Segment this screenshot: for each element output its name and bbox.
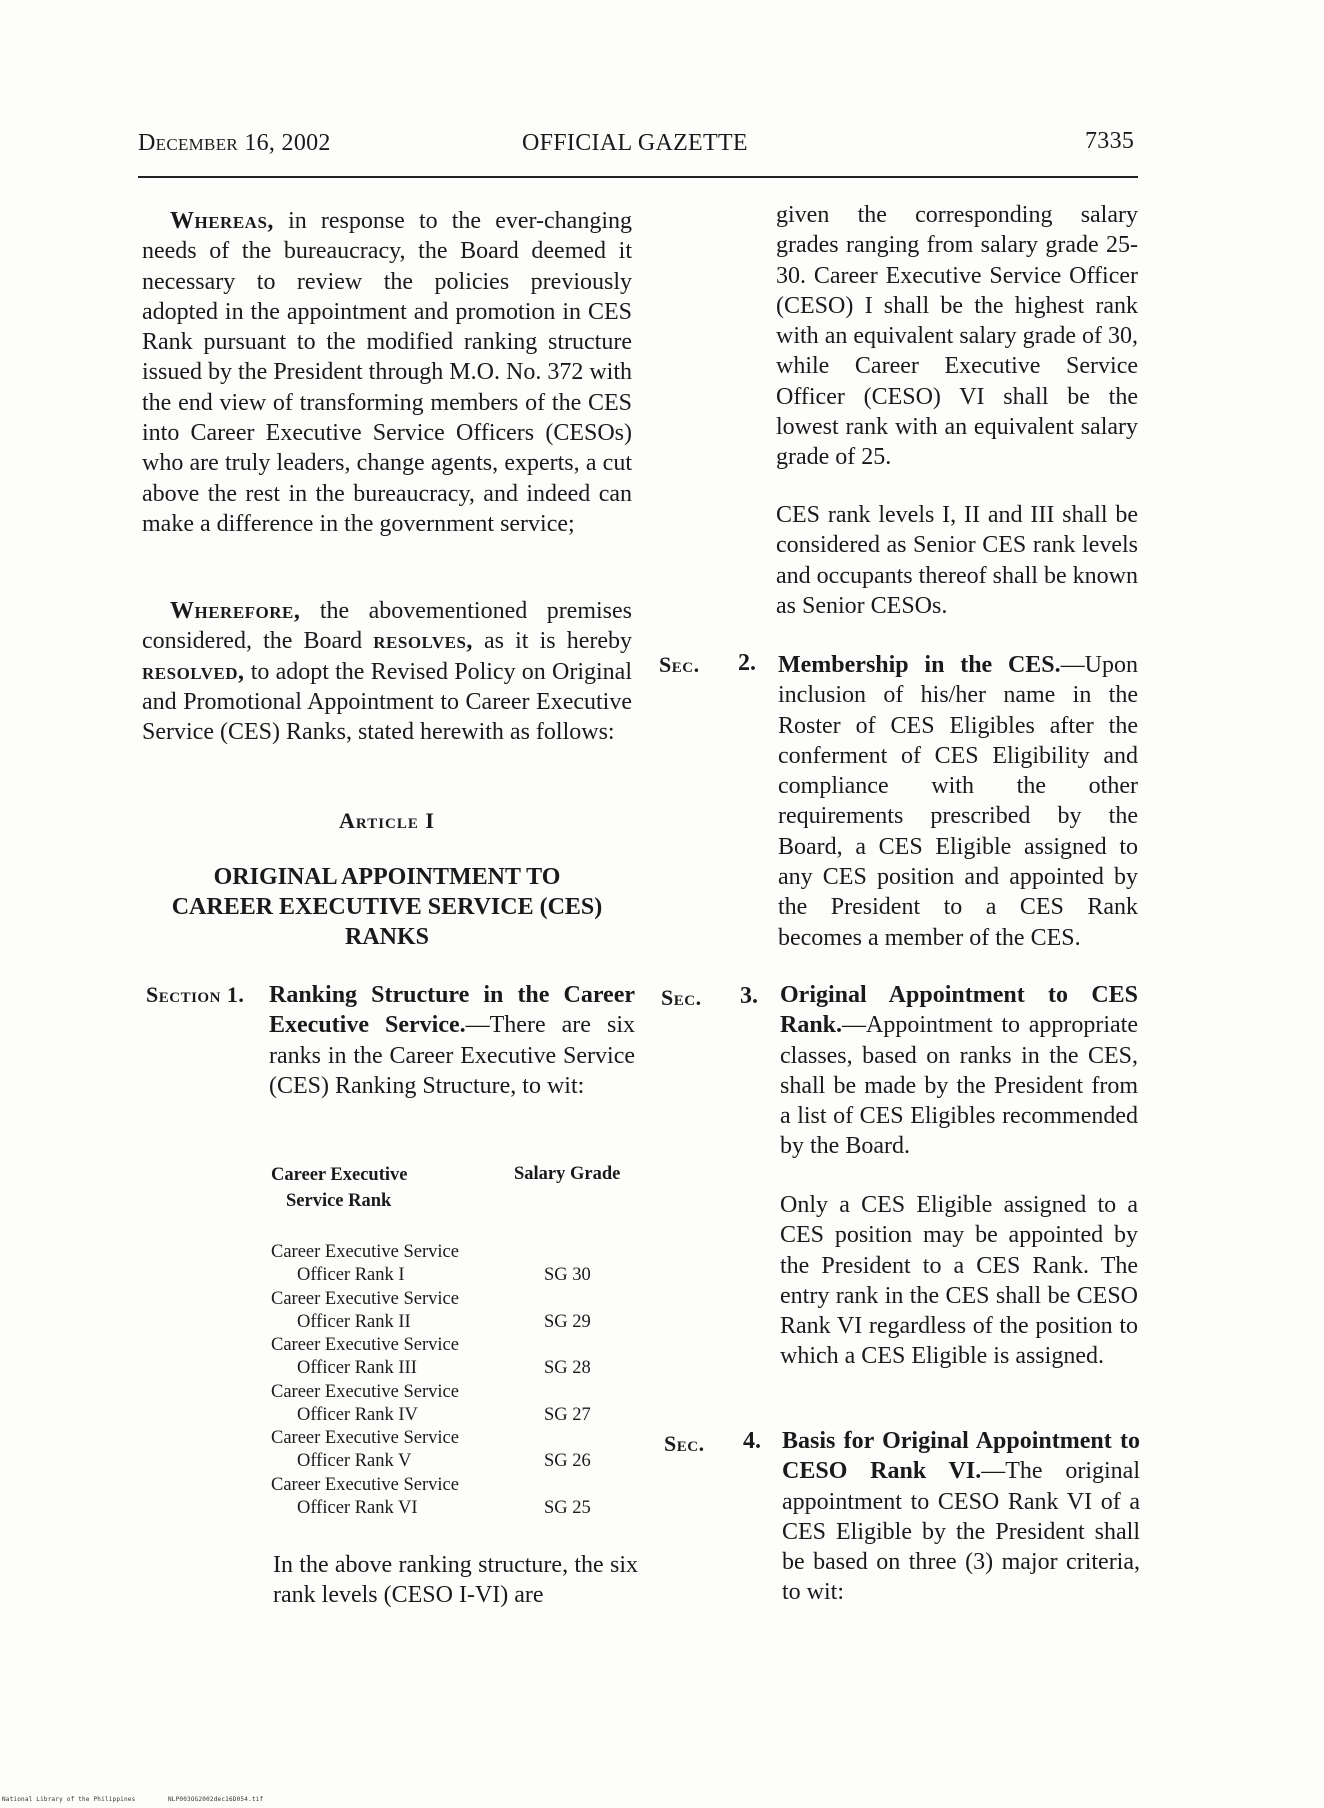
rank-line-1: Career Executive Service — [271, 1242, 459, 1262]
section-3-label: Sec. — [661, 985, 702, 1010]
section-3-text-2: Only a CES Eligible assigned to a CES position may be appointed by the President to a CES Rank. The entry rank in the CES shall be CESO Rank VI regardless of the position to which a CES Eligible is assigned. — [780, 1192, 1138, 1370]
section-1-paragraph — [269, 980, 635, 1101]
section-2-number: 2. — [738, 650, 756, 676]
section-2-paragraph — [778, 650, 1138, 953]
article-title-line-1: ORIGINAL APPOINTMENT TO — [213, 864, 561, 890]
rank-line-2: Officer Rank I — [297, 1265, 405, 1285]
article-title-line-2: CAREER EXECUTIVE SERVICE (CES) — [171, 894, 603, 920]
section-4-paragraph — [782, 1426, 1140, 1608]
salary-grade: SG 26 — [544, 1451, 591, 1471]
header-date: December 16, 2002 — [138, 130, 331, 156]
section-1-text: —There are six ranks in the Career Executive Service (CES) Ranking Structure, to wit: — [269, 1012, 635, 1099]
section-3-text: —Appointment to appropriate classes, based on ranks in the CES, shall be made by the President from a list of CES Eligibles recommended by the Board. — [780, 1012, 1138, 1160]
continuation-paragraph-2 — [776, 500, 1138, 621]
wherefore-text-1: the abovementioned premises considered, the Board — [142, 598, 633, 655]
rank-line-2: Officer Rank VI — [297, 1497, 418, 1518]
article-label: Article I — [339, 808, 435, 833]
whereas-text: in response to the ever-changing needs of the bureaucracy, the Board deemed it necessary to review the policies previously adopted in the appointment and promotion in CES Rank pursuant to the modified ranking structure issued by the President through M.O. No. 372 with the end view of transforming members of the CES into Career Executive Service Officers (CESOs) who are truly leaders, change agents, experts, a cut above the rest in the bureaucracy, and indeed can make a difference in the government service; — [142, 208, 633, 537]
wherefore-paragraph — [142, 596, 632, 747]
after-table-paragraph — [273, 1550, 638, 1611]
after-table-text: In the above ranking structure, the six rank levels (CESO I-VI) are — [273, 1552, 638, 1609]
header-page-number: 7335 — [1085, 128, 1135, 154]
table-header-rank-1: Career Executive — [271, 1165, 408, 1185]
rank-line-2: Officer Rank IV — [297, 1404, 418, 1425]
salary-grade: SG 27 — [544, 1404, 591, 1425]
whereas-paragraph — [142, 206, 632, 539]
section-2-text: —Upon inclusion of his/her name in the Roster of CES Eligibles after the conferment of CES Eligibility and compliance with the other requirements prescribed by the Board, a CES Eligible assigned to any CES position and appointed by the President to a CES Rank becomes a member of the CES. — [778, 652, 1138, 951]
section-3-paragraph — [780, 980, 1138, 1162]
footer-library: National Library of the Philippines — [2, 1796, 136, 1803]
section-3-paragraph-2 — [780, 1190, 1138, 1372]
continuation-text-2: CES rank levels I, II and III shall be considered as Senior CES rank levels and occupants thereof shall be known as Senior CESOs. — [776, 502, 1138, 619]
footer-file: NLP003OG2002dec16D054.tif — [168, 1796, 264, 1803]
section-4-number: 4. — [743, 1428, 761, 1454]
rank-line-1: Career Executive Service — [271, 1474, 459, 1495]
section-4-label: Sec. — [664, 1431, 705, 1456]
salary-grade: SG 28 — [544, 1358, 591, 1378]
resolved-word: resolved, — [142, 658, 245, 685]
section-2-heading: Membership in the CES. — [778, 652, 1061, 678]
wherefore-text-2: as it is hereby — [484, 628, 632, 655]
article-title-line-3: RANKS — [344, 924, 429, 950]
rank-line-2: Officer Rank V — [297, 1451, 412, 1471]
rank-line-1: Career Executive Service — [271, 1335, 459, 1355]
section-3-number: 3. — [740, 983, 758, 1009]
section-1-label: Section 1. — [146, 982, 245, 1007]
salary-grade: SG 30 — [544, 1265, 591, 1285]
whereas-lead: Whereas, — [170, 208, 274, 234]
header-publication: OFFICIAL GAZETTE — [522, 130, 748, 156]
wherefore-lead: Wherefore, — [170, 598, 301, 624]
rank-line-1: Career Executive Service — [271, 1381, 459, 1402]
continuation-paragraph-1 — [776, 200, 1138, 473]
rank-line-2: Officer Rank III — [297, 1358, 417, 1378]
section-3-heading: Original Appointment to CES Rank. — [780, 982, 1138, 1039]
wherefore-text-3: to adopt the Revised Policy on Original and Promotional Appointment to Career Executive Service (CES) Ranks, stated herewith as follows: — [142, 658, 633, 746]
article-title — [142, 862, 632, 952]
resolves-word: resolves, — [373, 628, 473, 655]
continuation-text-1: given the corresponding salary grades ranging from salary grade 25-30. Career Executive Service Officer (CESO) I shall be the highest rank with an equivalent salary grade of 30, while Career Executive Service Officer (CESO) VI shall be the lowest rank with an equivalent salary grade of 25. — [776, 202, 1138, 471]
table-header-rank-2: Service Rank — [286, 1191, 392, 1211]
salary-grade: SG 25 — [544, 1497, 591, 1518]
header-rule — [138, 176, 1138, 178]
section-4-heading: Basis for Original Appointment to CESO Rank VI. — [782, 1428, 1140, 1485]
table-header-grade: Salary Grade — [514, 1164, 621, 1184]
rank-line-1: Career Executive Service — [271, 1428, 459, 1448]
rank-line-2: Officer Rank II — [297, 1311, 411, 1332]
ranking-table — [271, 1162, 651, 1522]
section-1-heading: Ranking Structure in the Career Executive Service. — [269, 982, 635, 1039]
section-2-label: Sec. — [659, 652, 700, 677]
section-4-text: —The original appointment to CESO Rank VI of a CES Eligible by the President shall be based on three (3) major criteria, to wit: — [782, 1458, 1140, 1606]
salary-grade: SG 29 — [544, 1311, 591, 1332]
rank-line-1: Career Executive Service — [271, 1288, 459, 1309]
